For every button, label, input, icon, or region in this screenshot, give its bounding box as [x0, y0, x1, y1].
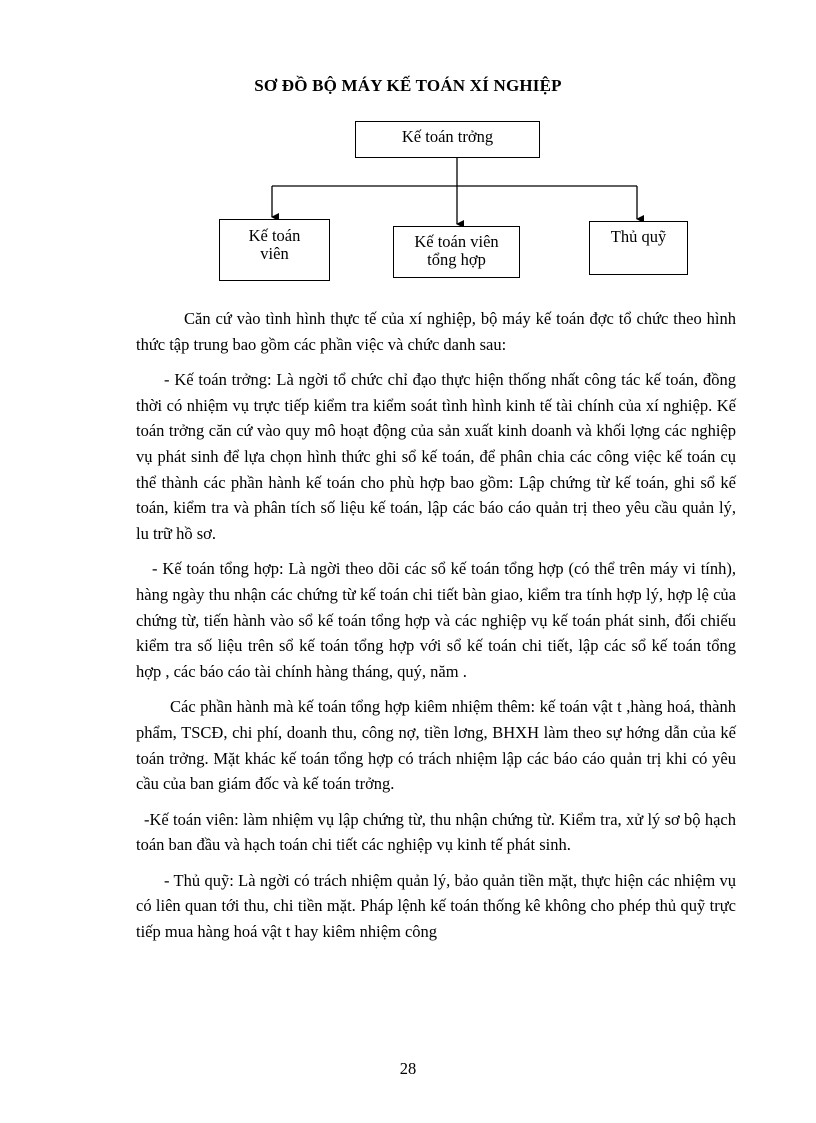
- box-label-line1: Thủ quỹ: [610, 227, 667, 246]
- box-label-line1: Kế toán: [248, 226, 301, 245]
- box-ke-toan-tong-hop: [393, 226, 520, 278]
- paragraph-ke-toan-vien: -Kế toán viên: làm nhiệm vụ lập chứng từ, thu nhận chứng từ. Kiểm tra, xử lý sơ bộ hạch toán ban đầu và hạch toán chi tiết các nghiệp vụ kinh tế phát sinh.: [136, 809, 736, 855]
- paragraph-ke-toan-tong-hop: - Kế toán tổng hợp: Là ngời theo dõi các sổ kế toán tổng hợp (có thể trên máy vi tính), hàng ngày thu nhận các chứng từ kế toán chi tiết bàn giao, kiểm tra tính hợp lý, hợp lệ của chứng từ, tiến hành vào sổ kế toán tổng hợp và các nghiệp vụ kế toán phát sinh, đối chiếu kiểm tra số liệu trên sổ kế toán tổng hợp với sổ kế toán chi tiết, lập các sổ kế toán tổng hợp , các báo cáo tài chính hàng tháng, quý, năm .: [136, 559, 736, 681]
- box-label-line1: Kế toán viên: [414, 232, 499, 251]
- box-ke-toan-vien: [219, 219, 330, 281]
- paragraph-ke-toan-truong: - Kế toán trởng: Là ngời tổ chức chỉ đạo thực hiện thống nhất công tác kế toán, đồng thời có nhiệm vụ trực tiếp kiểm tra kiểm soát tình hình kinh tế tài chính của xí nghiệp. Kế toán trởng căn cứ vào quy mô hoạt động của sản xuất kinh doanh và khối lợng các nghiệp vụ phát sinh để lựa chọn hình thức ghi sổ kế toán, để phân chia các công việc kế toán cụ thể thành các phần hành kế toán cho phù hợp bao gồm: Lập chứng từ kế toán, ghi sổ kế toán, kiểm tra và phân tích số liệu kế toán, lập các báo cáo quản trị theo yêu cầu quản lý, lu trữ hồ sơ.: [136, 370, 736, 543]
- body-text: [136, 306, 736, 955]
- box-label-line2: tổng hợp: [427, 250, 486, 269]
- box-ke-toan-truong: [355, 121, 540, 158]
- paragraph-intro: Căn cứ vào tình hình thực tế của xí nghiệp, bộ máy kế toán đợc tổ chức theo hình thức tập trung bao gồm các phần việc và chức danh sau:: [136, 309, 736, 354]
- box-thu-quy: [589, 221, 688, 275]
- paragraph-thu-quy: - Thủ quỹ: Là ngời có trách nhiệm quản lý, bảo quản tiền mặt, thực hiện các nhiệm vụ có liên quan tới thu, chi tiền mặt. Pháp lệnh kế toán thống kê không cho phép thủ quỹ trực tiếp mua hàng hoá vật t hay kiêm nhiệm công: [136, 870, 736, 942]
- box-label: Kế toán trởng: [401, 127, 494, 146]
- page-number: 28: [399, 1059, 417, 1078]
- box-label-line2: viên: [260, 244, 289, 263]
- page-title: SƠ ĐỒ BỘ MÁY KẾ TOÁN XÍ NGHIỆP: [254, 76, 562, 95]
- paragraph-kiem-nhiem: Các phần hành mà kế toán tổng hợp kiêm nhiệm thêm: kế toán vật t ,hàng hoá, thành phẩm, TSCĐ, chi phí, doanh thu, công nợ, tiền lơng, BHXH làm theo sự hớng dẫn của kế toán trởng. Mặt khác kế toán tổng hợp có trách nhiệm lập các báo cáo quản trị khi có yêu cầu của ban giám đốc và kế toán trởng.: [136, 697, 736, 794]
